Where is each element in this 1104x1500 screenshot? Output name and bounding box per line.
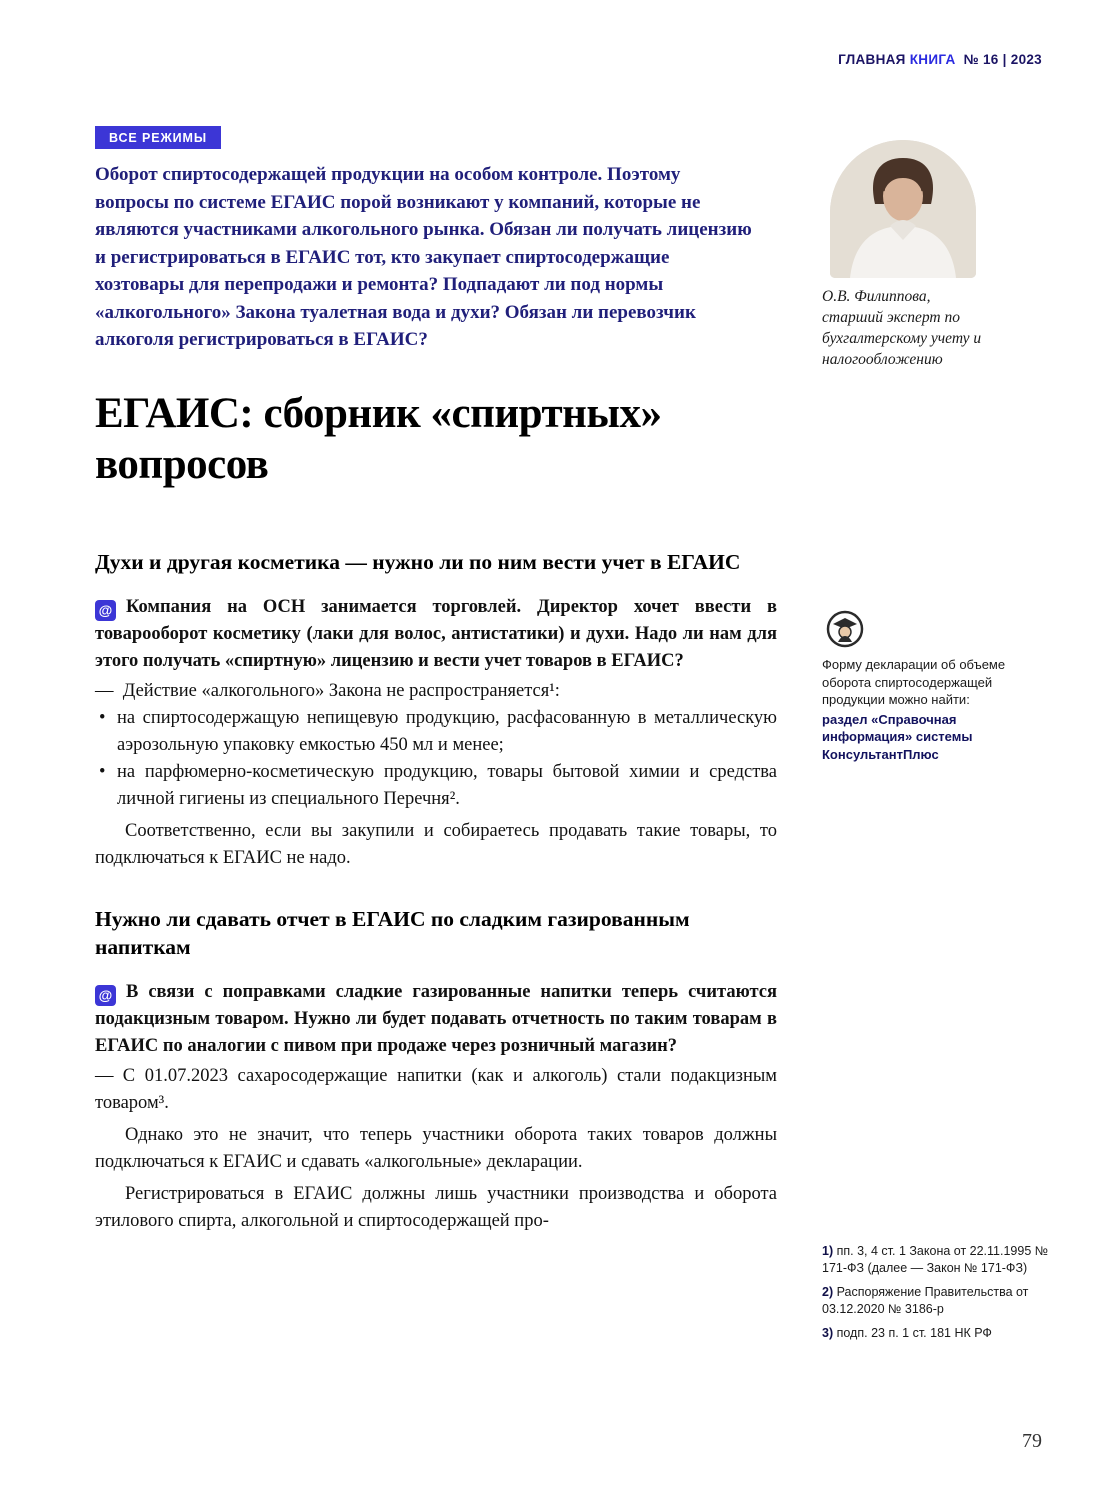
question-at-icon [95, 985, 116, 1006]
consultant-icon [826, 610, 864, 648]
footnote-marker: 2) [822, 1285, 834, 1299]
footnote-marker: 3) [822, 1326, 834, 1340]
answer-intro-2: — С 01.07.2023 сахаросодержащие напитки (как и алкоголь) стали подакцизным товаром³. [95, 1065, 777, 1113]
footnote-text: подп. 23 п. 1 ст. 181 НК РФ [836, 1326, 992, 1340]
author-caption [822, 286, 1037, 370]
page-header [838, 52, 1042, 67]
footnote [822, 1325, 1070, 1342]
question-block-1 [95, 594, 777, 675]
lead-paragraph: Оборот спиртосодержащей продукции на особом контроле. Поэтому вопросы по системе ЕГАИС порой возникают у компаний, которые не являются участниками алкогольного рынка. Обязан ли получать лицензию и регистрироваться в ЕГАИС тот, кто закупает спиртосодержащие хозтовары для перепродажи и ремонта? Подпадают ли под нормы «алкогольного» Закона туалетная вода и духи? Обязан ли перевозчик алкоголя регистрироваться в ЕГАИС? [95, 164, 752, 350]
body-paragraph: Регистрироваться в ЕГАИС должны лишь участники производства и оборота этилового спирта, алкогольной и спиртосодержащей про- [95, 1183, 777, 1231]
sidebar-note-text: Форму декларации об объеме оборота спиртосодержащей продукции можно найти: [822, 657, 1006, 707]
answer-intro-1: — Действие «алкогольного» Закона не распространяется¹: [95, 680, 560, 701]
page-number: 79 [1022, 1430, 1042, 1452]
issue-number: № 16 | 2023 [963, 52, 1042, 67]
regimes-badge: ВСЕ РЕЖИМЫ [95, 126, 221, 149]
body-paragraph: Соответственно, если вы закупили и собираетесь продавать такие товары, то подключаться к ЕГАИС не надо. [95, 820, 777, 868]
bullet-item: • на парфюмерно-косметическую продукцию, товары бытовой химии и средства личной гигиены из специального Перечня². [95, 759, 777, 813]
author-name: О.В. Филиппова, [822, 288, 931, 305]
article-title: ЕГАИС: сборник «спиртных» вопросов [95, 389, 662, 488]
sidebar-note-reference: раздел «Справочная информация» системы КонсультантПлюс [822, 711, 973, 762]
footnote-text: пп. 3, 4 ст. 1 Закона от 22.11.1995 № 171-ФЗ (далее — Закон № 171-ФЗ) [822, 1244, 1049, 1275]
footnote [822, 1284, 1070, 1318]
section-heading-cosmetics: Духи и другая косметика — нужно ли по ним вести учет в ЕГАИС [95, 549, 741, 574]
question-text: Компания на ОСН занимается торговлей. Директор хочет ввести в товарооборот косметику (лаки для волос, антистатики) и духи. Надо ли нам для этого получать «спиртную» лицензию и вести учет товаров в ЕГАИС? [95, 596, 777, 671]
footnotes [822, 1243, 1070, 1349]
question-block-2 [95, 979, 777, 1060]
author-photo-placeholder [830, 140, 976, 278]
section-heading-soda: Нужно ли сдавать отчет в ЕГАИС по сладким газированным напиткам [95, 906, 690, 959]
author-photo [830, 140, 976, 278]
body-paragraph: Однако это не значит, что теперь участники оборота таких товаров должны подключаться к ЕГАИС и сдавать «алкогольные» декларации. [95, 1124, 777, 1172]
magazine-brand-primary: ГЛАВНАЯ [838, 52, 906, 67]
author-role: старший эксперт по бухгалтерскому учету и налогообложению [822, 309, 982, 368]
magazine-brand-secondary: КНИГА [909, 52, 956, 67]
question-at-icon [95, 600, 116, 621]
footnote [822, 1243, 1070, 1277]
footnote-marker: 1) [822, 1244, 834, 1258]
bullet-item: • на спиртосодержащую непищевую продукцию, расфасованную в металлическую аэрозольную упаковку емкостью 450 мл и менее; [95, 705, 777, 759]
question-text: В связи с поправками сладкие газированные напитки теперь считаются подакцизным товаром. Нужно ли будет подавать отчетность по таким товарам в ЕГАИС по аналогии с пивом при продаже через розничный магазин? [95, 981, 777, 1056]
sidebar-note [822, 656, 1034, 763]
main-column [95, 126, 777, 1235]
footnote-text: Распоряжение Правительства от 03.12.2020 № 3186-р [822, 1285, 1029, 1316]
